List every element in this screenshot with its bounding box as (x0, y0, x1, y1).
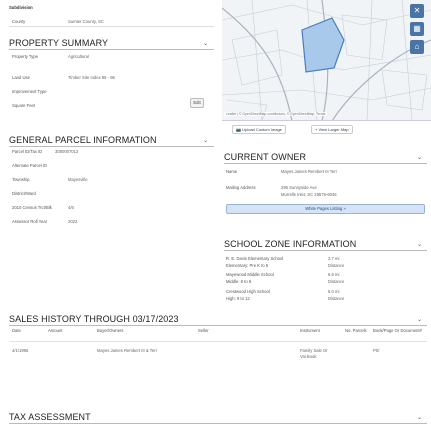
col-instrument: Instrument (300, 328, 320, 333)
chevron-down-icon[interactable]: ⌄ (417, 415, 423, 421)
school-zone-title: SCHOOL ZONE INFORMATION (224, 239, 357, 249)
close-icon[interactable]: ✕ (410, 4, 424, 18)
middle-school-distance: 6.6 mi (328, 272, 340, 277)
property-summary-title: PROPERTY SUMMARY (9, 38, 109, 48)
view-larger-map-button[interactable] (311, 125, 353, 134)
elementary-school-grades: Elementary: Pre K to 5 (226, 263, 269, 268)
white-pages-listing-button[interactable]: White Pages Listing » (226, 204, 425, 214)
census-tract-label: 2010 Census Trct/Blk (12, 205, 52, 210)
subdivision-label: Subdivision (9, 5, 33, 10)
chevron-down-icon[interactable]: ⌄ (417, 317, 423, 323)
county-label: County (12, 19, 26, 24)
col-amount: Amount (48, 328, 63, 333)
col-seller: Seller (198, 328, 209, 333)
owner-name-label: Name (226, 169, 238, 174)
elementary-school-name: R. E. Davis Elementary School (226, 256, 284, 261)
sale-date: 4/1/1995 (12, 348, 29, 353)
col-parcels: No. Parcels (345, 328, 367, 333)
improvement-type-label: Improvement Type (12, 89, 47, 94)
sale-buyer: Mayes James Rembert III & Terr (97, 348, 157, 353)
chevron-down-icon[interactable]: ⌄ (203, 41, 209, 47)
mailing-address-line1: 295 Sunnyside Ave (281, 185, 317, 190)
camera-icon: 📷 (236, 127, 243, 132)
general-parcel-title: GENERAL PARCEL INFORMATION (9, 135, 157, 145)
current-owner-title: CURRENT OWNER (224, 152, 307, 162)
land-use-value: Timber Site Index 85 - 95 (68, 75, 115, 80)
high-school-name: Crestwood High School (226, 289, 270, 294)
owner-name-value: Mayes James Rembert III Terr (281, 169, 338, 174)
high-school-distance: 6.0 mi (328, 289, 340, 294)
map-attribution[interactable]: Leaflet | © OpenStreetMap contributors, © OpenStreetMap, Terms (226, 112, 326, 116)
sale-instrument: Family Sale Or (300, 348, 328, 353)
mailing-address-line2: Murrells Inlet, SC 29576-6046 (281, 192, 337, 197)
assessor-roll-year-label: Assessor Roll Year (12, 219, 48, 224)
high-distance-label: Distance (328, 296, 345, 301)
census-tract-value: 4/6 (68, 205, 74, 210)
elementary-distance-label: Distance (328, 263, 345, 268)
mailing-address-label: Mailing Address (226, 185, 256, 190)
township-label: Township (12, 177, 30, 182)
township-value: Mayesville (68, 177, 88, 182)
parcel-id-value: 3080007012 (55, 149, 79, 154)
assessor-roll-year-value: 2022 (68, 219, 78, 224)
elementary-school-distance: 3.7 mi (328, 256, 340, 261)
sale-instrument-line2: Val Book (300, 354, 317, 359)
layers-icon[interactable]: ▦ (410, 22, 424, 36)
high-school-grades: High: 9 to 12 (226, 296, 250, 301)
edit-button[interactable]: Edit (190, 98, 204, 108)
col-book-page: Book/Page Or Document# (373, 328, 422, 333)
map-canvas (222, 0, 431, 121)
col-buyer: Buyer/Owners (97, 328, 124, 333)
parcel-id-label: Parcel ID/Tax ID (12, 149, 43, 154)
sale-book-page: P0/ (373, 348, 380, 353)
county-value: Sumter County, SC (68, 19, 104, 24)
middle-school-name: Mayewood Middle School (226, 272, 274, 277)
middle-distance-label: Distance (328, 279, 345, 284)
alternate-parcel-id-label: Alternate Parcel ID (12, 163, 48, 168)
upload-custom-image-label: Upload Custom Image (242, 127, 282, 132)
upload-custom-image-button[interactable] (232, 125, 286, 134)
chevron-down-icon[interactable]: ⌄ (417, 155, 423, 161)
land-use-label: Land Use (12, 75, 30, 80)
property-type-label: Property Type (12, 54, 38, 59)
chevron-down-icon[interactable]: ⌄ (203, 138, 209, 144)
property-type-value: Agricultural (68, 54, 89, 59)
home-icon[interactable]: ⌂ (410, 40, 424, 54)
square-feet-label: Square Feet (12, 103, 36, 108)
plus-icon: + (315, 127, 319, 132)
tax-assessment-title: TAX ASSESSMENT (9, 412, 91, 422)
parcel-map[interactable] (222, 0, 431, 121)
sales-history-title: SALES HISTORY THROUGH 03/17/2023 (9, 314, 179, 324)
chevron-down-icon[interactable]: ⌄ (417, 242, 423, 248)
col-date: Date (12, 328, 21, 333)
view-larger-map-label: View Larger Map (318, 127, 349, 132)
district-ward-label: District/Ward (12, 191, 36, 196)
middle-school-grades: Middle: 6 to 8 (226, 279, 252, 284)
